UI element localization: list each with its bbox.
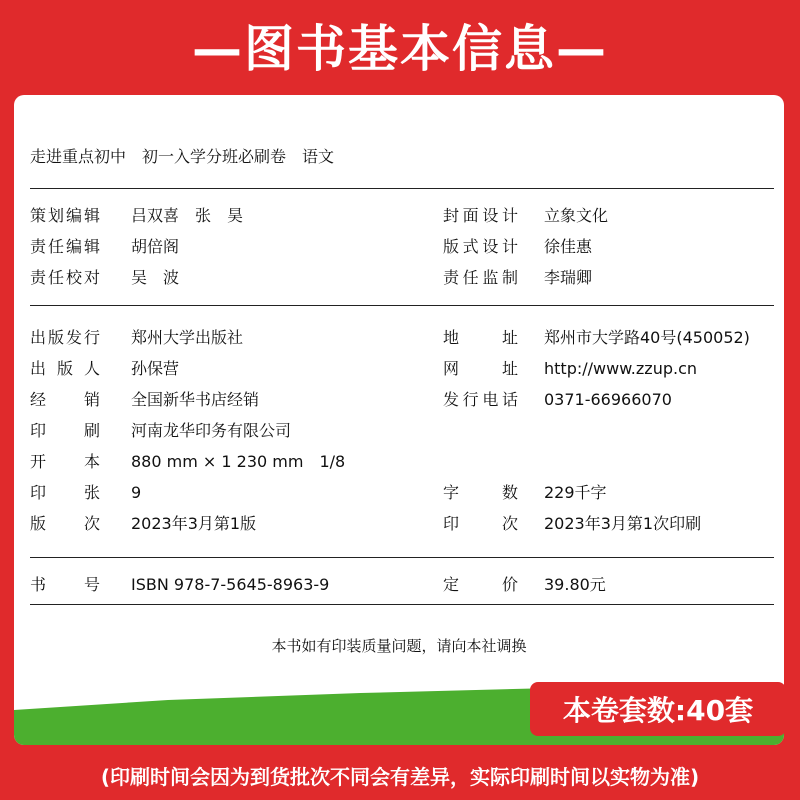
info-value: 徐佳惠 [544,237,593,256]
info-label: 版 次 [30,514,100,533]
info-row [14,235,784,259]
info-value: 2023年3月第1次印刷 [544,514,702,533]
info-label: 版 式 设 计 [443,237,518,256]
book-title-row [14,145,784,169]
divider [30,604,774,605]
info-row [14,326,784,350]
info-label: 字 数 [443,483,518,502]
info-row [14,512,784,536]
isbn-row [14,573,784,597]
divider [30,188,774,189]
info-value: 孙保营 [131,359,180,378]
info-value: 229千字 [544,483,607,502]
info-value: 郑州大学出版社 [131,328,244,347]
price-value: 39.80元 [544,575,606,594]
info-label: 定 价 [443,575,518,594]
info-row [14,357,784,381]
info-value: 9 [131,483,142,502]
info-row [14,419,784,443]
info-label: 网 址 [443,359,518,378]
info-label: 经 销 [30,390,100,409]
info-row [14,450,784,474]
info-value: 立象文化 [544,206,609,225]
info-value: 郑州市大学路40号(450052) [544,328,750,347]
info-row [14,481,784,505]
info-label: 地 址 [443,328,518,347]
info-label: 出 版 发 行 [30,328,100,347]
info-row [14,388,784,412]
divider [30,557,774,558]
info-value: 胡倍阁 [131,237,180,256]
info-label: 封 面 设 计 [443,206,518,225]
info-label: 印 刷 [30,421,100,440]
info-label: 责 任 编 辑 [30,237,100,256]
info-label: 印 张 [30,483,100,502]
divider [30,305,774,306]
info-row [14,204,784,228]
info-label: 策 划 编 辑 [30,206,100,225]
info-value: 2023年3月第1版 [131,514,257,533]
set-count-text: 本卷套数:40套 [562,694,754,727]
print-time-note: (印刷时间会因为到货批次不同会有差异，实际印刷时间以实物为准) [100,764,700,789]
info-value: http://www.zzup.cn [544,359,698,378]
info-label: 印 次 [443,514,518,533]
info-value: 吴 波 [131,268,180,287]
info-label: 出 版 人 [30,359,100,378]
header-banner [0,0,800,90]
info-value: 全国新华书店经销 [131,390,260,409]
set-count-badge [530,682,786,736]
footer-note [0,755,800,795]
info-card [14,95,784,745]
info-label: 责 任 校 对 [30,268,100,287]
page-title: —图书基本信息— [192,20,608,78]
info-label: 开 本 [30,452,100,471]
info-label: 发 行 电 话 [443,390,518,409]
info-value: 河南龙华印务有限公司 [131,421,292,440]
info-value: 吕双喜 张 昊 [131,206,244,225]
info-row [14,266,784,290]
info-value: 0371-66966070 [544,390,672,409]
book-title: 走进重点初中 初一入学分班必刷卷 语文 [30,147,335,166]
info-value: 李瑞卿 [544,268,593,287]
info-label: 责 任 监 制 [443,268,518,287]
quality-notice: 本书如有印装质量问题，请向本社调换 [271,637,527,655]
isbn-value: ISBN 978-7-5645-8963-9 [131,575,330,594]
info-value: 880 mm × 1 230 mm 1/8 [131,452,346,471]
info-label: 书 号 [30,575,100,594]
